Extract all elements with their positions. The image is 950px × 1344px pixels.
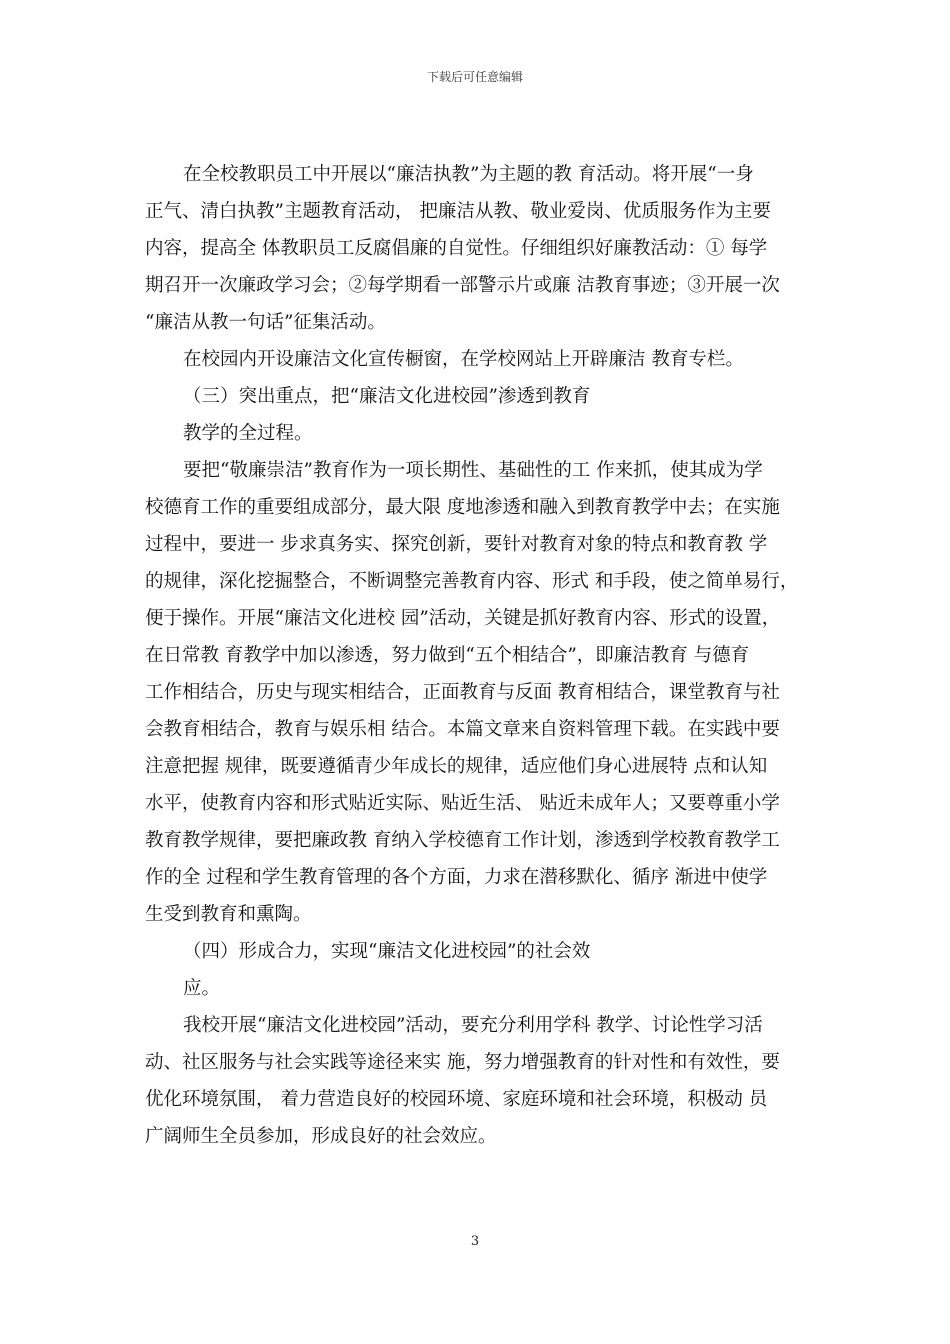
- text-line: 要把“敬廉崇洁”教育作为一项长期性、基础性的工 作来抓，使其成为学: [183, 460, 763, 481]
- text-line: 在全校教职员工中开展以“廉洁执教”为主题的教 育活动。将开展“一身: [183, 164, 754, 185]
- text-line: 内容，提高全 体教职员工反腐倡廉的自觉性。仔细组织好廉教活动：① 每学: [145, 238, 768, 259]
- text-line: 正气、清白执教”主题教育活动， 把廉洁从教、敬业爱岗、优质服务作为主要: [145, 201, 771, 222]
- section-heading: （四）形成合力，实现“廉洁文化进校园”的社会效: [183, 941, 591, 962]
- text-line: 水平，使教育内容和形式贴近实际、贴近生活、 贴近未成年人；又要尊重小学: [145, 793, 780, 814]
- text-line: “廉洁从教一句话”征集活动。: [145, 312, 386, 333]
- text-line: 动、社区服务与社会实践等途径来实 施，努力增强教育的针对性和有效性，要: [145, 1052, 780, 1073]
- text-line: 注意把握 规律，既要遵循青少年成长的规律，适应他们身心进展特 点和认知: [145, 756, 768, 777]
- section-heading: 教学的全过程。: [183, 423, 313, 444]
- text-line: 工作相结合，历史与现实相结合，正面教育与反面 教育相结合，课堂教育与社: [145, 682, 780, 703]
- text-line: 过程中，要进一 步求真务实、探究创新，要针对教育对象的特点和教育教 学: [145, 534, 768, 555]
- page-header: 下载后可任意编辑: [426, 70, 523, 84]
- section-heading: 应。: [183, 978, 221, 999]
- text-line: 教育教学规律，要把廉政教 育纳入学校德育工作计划，渗透到学校教育教学工: [145, 830, 780, 851]
- page-number: 3: [470, 1234, 480, 1249]
- text-line: 的规律，深化挖掘整合，不断调整完善教育内容、形式 和手段，使之简单易行，: [145, 571, 799, 592]
- text-line: 优化环境氛围， 着力营造良好的校园环境、家庭环境和社会环境，积极动 员: [145, 1089, 768, 1110]
- text-line: 我校开展“廉洁文化进校园”活动，要充分利用学科 教学、讨论性学习活: [183, 1015, 763, 1036]
- text-line: 会教育相结合，教育与娱乐相 结合。本篇文章来自资料管理下载。在实践中要: [145, 719, 780, 740]
- text-line: 生受到教育和熏陶。: [145, 904, 312, 925]
- text-line: 广阔师生全员参加，形成良好的社会效应。: [145, 1126, 497, 1147]
- text-line: 校德育工作的重要组成部分，最大限 度地渗透和融入到教育教学中去；在实施: [145, 497, 780, 518]
- text-line: 便于操作。开展“廉洁文化进校 园”活动，关键是抓好教育内容、形式的设置，: [145, 608, 781, 629]
- text-line: 期召开一次廉政学习会；②每学期看一部警示片或廉 洁教育事迹；③开展一次: [145, 275, 780, 296]
- section-heading: （三）突出重点，把“廉洁文化进校园”渗透到教育: [183, 386, 591, 407]
- text-line: 在日常教 育教学中加以渗透，努力做到“五个相结合”，即廉洁教育 与德育: [145, 645, 750, 666]
- text-line: 作的全 过程和学生教育管理的各个方面，力求在潜移默化、循序 渐进中使学: [145, 867, 768, 888]
- text-line: 在校园内开设廉洁文化宣传橱窗，在学校网站上开辟廉洁 教育专栏。: [183, 349, 744, 370]
